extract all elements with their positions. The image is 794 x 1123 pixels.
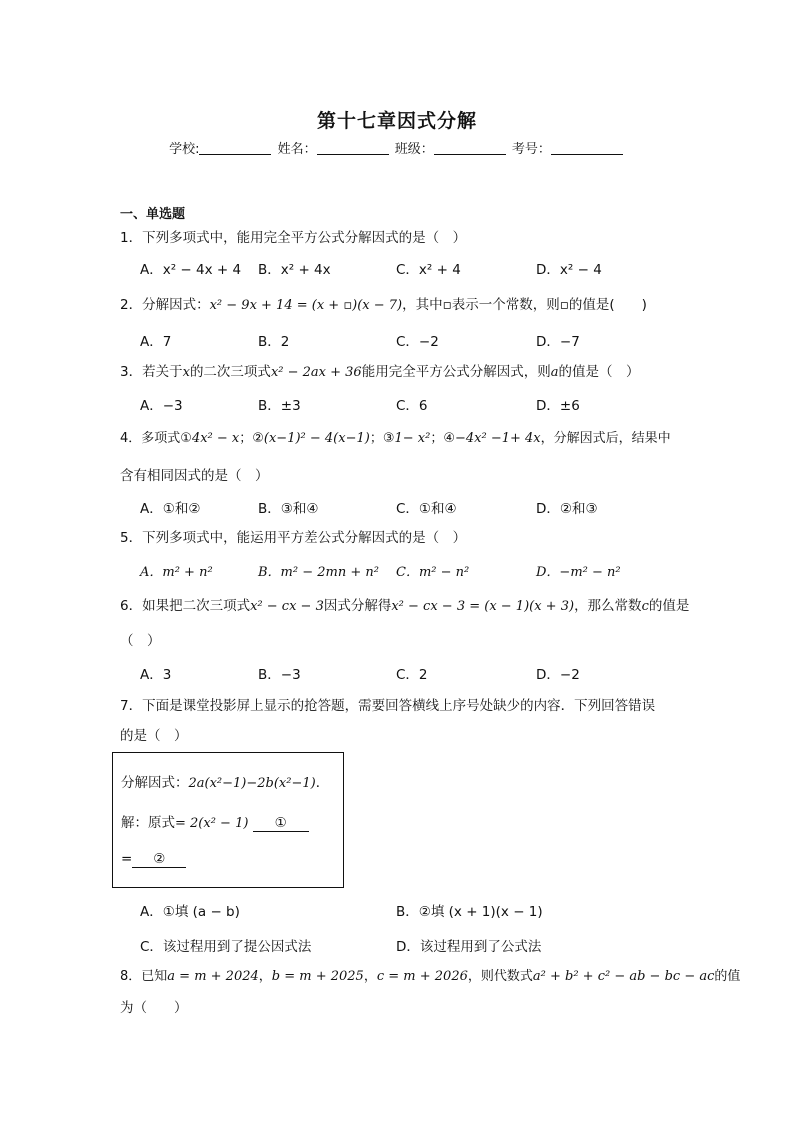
blank-1[interactable]: ① [253, 815, 309, 832]
id-label: 考号： [511, 142, 551, 157]
q2-text-a: 2．分解因式： [120, 297, 210, 313]
q5-option-d[interactable]: D．−m² − n² [536, 565, 621, 580]
id-blank[interactable] [551, 142, 623, 155]
section-heading: 一、单选题 [120, 207, 186, 222]
box-line-1-expression: 2a(x²−1)−2b(x²−1) [188, 776, 316, 791]
q3-text-a: 3．若关于 [120, 364, 183, 380]
question-5-options [140, 561, 660, 581]
question-3-options [140, 394, 660, 414]
q6-text-a: 6．如果把二次三项式 [120, 598, 251, 614]
q6-text-d: 的值是 [648, 598, 690, 614]
q4-text-a: 4．多项式① [120, 431, 192, 446]
q3-expression: x² − 2ax + 36 [270, 365, 362, 380]
box-line-2-label: 解：原式 [121, 815, 175, 831]
q3-text-d: 的值是（ ） [558, 364, 640, 380]
q6-factorization: x² − cx − 3 = (x − 1)(x + 3) [391, 599, 575, 614]
question-7-stem-line1: 7．下面是课堂投影屏上显示的抢答题，需要回答横线上序号处缺少的内容．下列回答错误 [120, 698, 656, 714]
q6-option-b[interactable]: B．−3 [258, 667, 301, 683]
q8-eq-b: b = m + 2025 [271, 969, 364, 984]
q3-option-c[interactable]: C．6 [396, 398, 428, 414]
q3-var-x: x [182, 365, 190, 380]
q1-option-a[interactable]: A．x² − 4x + 4 [140, 262, 242, 278]
q8-sep-1: ， [258, 969, 272, 984]
question-1-options [140, 258, 660, 278]
q6-option-a[interactable]: A．3 [140, 667, 172, 683]
q4-text-end: ，分解因式后，结果中 [540, 431, 671, 446]
question-5-stem: 5．下列多项式中，能运用平方差公式分解因式的是（ ） [120, 530, 467, 546]
q4-option-b[interactable]: B．③和④ [258, 501, 319, 517]
student-info-line [0, 138, 794, 157]
question-6-stem-line1 [120, 596, 689, 617]
q8-expression: a² + b² + c² − ab − bc − ac [532, 969, 715, 984]
box-line-1-end: ． [315, 775, 330, 791]
q4-poly-2: (x−1)² − 4(x−1) [263, 431, 370, 446]
q4-option-c[interactable]: C．①和④ [396, 501, 457, 517]
question-7-projection-box [112, 752, 344, 888]
question-4-stem-line1 [120, 429, 671, 449]
q4-sep-1: ；② [239, 431, 264, 446]
q6-text-c: ，那么常数 [574, 598, 642, 614]
box-line-3-equals: = [121, 851, 133, 867]
question-6-options [140, 663, 660, 683]
name-blank[interactable] [317, 142, 389, 155]
q4-poly-4: −4x² −1+ 4x [454, 431, 541, 446]
q7-option-c[interactable]: C．该过程用到了提公因式法 [140, 939, 312, 955]
q4-sep-2: ；③ [369, 431, 395, 446]
q4-option-a[interactable]: A．①和② [140, 501, 201, 517]
box-line-2-expression: = 2(x² − 1) [175, 816, 249, 831]
box-line-3 [121, 851, 186, 868]
q1-option-c[interactable]: C．x² + 4 [396, 262, 461, 278]
question-3-stem [120, 362, 639, 383]
question-7-options-row2 [140, 935, 660, 955]
box-line-2 [121, 811, 309, 832]
q6-var-c: c [641, 599, 649, 614]
q2-equation: x² − 9x + 14 = (x + ▫)(x − 7) [209, 298, 403, 313]
question-4-options [140, 497, 660, 517]
name-label: 姓名： [277, 142, 317, 157]
page-title: 第十七章因式分解 [316, 110, 477, 132]
q4-poly-3: 1− x² [394, 431, 431, 446]
q3-option-d[interactable]: D．±6 [536, 398, 580, 414]
box-line-1-label: 分解因式： [121, 775, 189, 791]
question-2-options [140, 330, 660, 350]
question-7-stem-line2: 的是（ ） [120, 728, 188, 744]
q7-option-d[interactable]: D．该过程用到了公式法 [396, 939, 542, 955]
q3-text-c: 能用完全平方公式分解因式，则 [361, 364, 551, 380]
q8-text-b: ，则代数式 [467, 969, 533, 984]
q6-option-c[interactable]: C．2 [396, 667, 428, 683]
q2-option-c[interactable]: C．−2 [396, 334, 439, 350]
q4-poly-1: 4x² − x [191, 431, 240, 446]
q3-text-b: 的二次三项式 [189, 364, 271, 380]
q7-option-b[interactable]: B．②填 (x + 1)(x − 1) [396, 904, 543, 920]
question-8-stem-line2: 为（ ） [120, 1000, 188, 1016]
q8-eq-a: a = m + 2024 [167, 969, 259, 984]
q6-option-d[interactable]: D．−2 [536, 667, 580, 683]
box-line-1 [121, 771, 329, 791]
school-blank[interactable] [199, 142, 271, 155]
q2-option-b[interactable]: B．2 [258, 334, 290, 350]
q8-eq-c: c = m + 2026 [376, 969, 468, 984]
q8-text-c: 的值 [714, 969, 741, 984]
question-4-stem-line2: 含有相同因式的是（ ） [120, 468, 269, 484]
q3-var-a: a [550, 365, 559, 380]
q1-option-b[interactable]: B．x² + 4x [258, 262, 331, 278]
q6-text-b: 因式分解得 [323, 598, 392, 614]
q8-sep-2: ， [363, 969, 377, 984]
blank-2[interactable]: ② [132, 851, 186, 868]
class-blank[interactable] [434, 142, 506, 155]
question-6-stem-line2: （ ） [120, 633, 161, 649]
q7-option-a[interactable]: A．①填 (a − b) [140, 904, 240, 920]
q2-text-b: ，其中▫表示一个常数，则▫的值是( ) [402, 297, 647, 313]
q2-option-a[interactable]: A．7 [140, 334, 172, 350]
q8-text-a: 8．已知 [120, 969, 168, 984]
q5-option-a[interactable]: A．m² + n² [140, 565, 213, 580]
question-8-stem-line1 [120, 967, 740, 987]
q3-option-a[interactable]: A．−3 [140, 398, 183, 414]
q3-option-b[interactable]: B．±3 [258, 398, 301, 414]
class-label: 班级： [394, 142, 434, 157]
question-1-stem: 1．下列多项式中，能用完全平方公式分解因式的是（ ） [120, 230, 467, 246]
q4-sep-3: ；④ [430, 431, 455, 446]
q6-trinomial: x² − cx − 3 [250, 599, 324, 614]
q4-option-d[interactable]: D．②和③ [536, 501, 598, 517]
q5-option-b[interactable]: B．m² − 2mn + n² [258, 565, 379, 580]
q2-option-d[interactable]: D．−7 [536, 334, 580, 350]
question-7-options-row1 [140, 900, 660, 920]
question-2-stem [120, 295, 647, 316]
school-label: 学校: [169, 142, 200, 157]
q1-option-d[interactable]: D．x² − 4 [536, 262, 602, 278]
q5-option-c[interactable]: C．m² − n² [396, 565, 470, 580]
